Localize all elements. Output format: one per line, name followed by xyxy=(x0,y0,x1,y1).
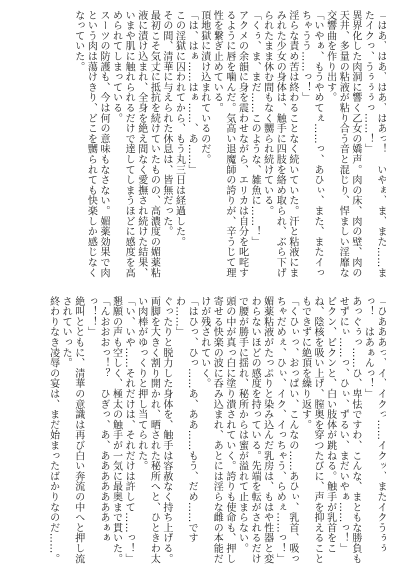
paragraph: 「ひあああっ、イ、イクっ……イクッ、またイクうぅぅっ！ はあぁんっ！」 xyxy=(362,296,386,554)
paragraph: アクメの余韻に身を震わせながら、エリカは自分を叱咤するように唇を噛んだ。気高い退魔師の誇りが、辛うじて理性を繋ぎ止めている。 xyxy=(211,10,248,278)
paragraph: 頂地獄に漬け込まれているのだ。 xyxy=(198,10,210,165)
paragraph: 異界化した肉洞に響く乙女の嬌声。肉の床、肉の壁、肉の天井、多量の粘液が粘り合う音と混じり、悍ましい淫靡な交響曲を作り出す。 xyxy=(324,10,361,278)
top-text-block xyxy=(12,10,386,282)
paragraph: 最初こそ気丈に抵抗を続けていたものの、高濃度の媚薬粘液に漬け込まれ、全身を絶え間なく愛撫され続けた結果、いまや肌に触れられるだけで達してしまうほどに感度を高められてしまっている。 xyxy=(110,10,160,278)
paragraph: この淫獄に囚われてから、もう丸三日は経過した。 xyxy=(173,10,185,247)
paragraph: 媚薬粘液がたっぷりと染み込んだ乳房は、もはや性器と変わらないほどの感度を持っている。先端を転がされるだけで腰が勝手に揺れ、秘所からは蜜が溢れて止まらない。 xyxy=(236,296,273,564)
paragraph: あっぐぅっ……ひ、卑怯ですわ、こんな、まともな勝負もせずにぃ……っ、ひぃ、ずるい、まだいやぁ……っ！」 xyxy=(337,296,361,564)
paragraph: その間、清華に与えられた休息は、皆無だった。 xyxy=(160,10,172,237)
paragraph: 「くひぃっ、おっぱい、こんなの……あひぃ、乳首、吸っちゃだめぇ、ひぃ、イク、イっちゃう、らめぇ……っ！」 xyxy=(274,296,298,564)
paragraph: 絶叫とともに、清華の意識は再び白い奔流の中へと押し流されていった。 xyxy=(60,296,84,564)
paragraph: 「いやぁ、もうやめてぇ……っ、あひぃ、また、またイっちゃうう……っ！」 xyxy=(299,10,324,278)
paragraph: ぐったりと脱力した身体を、触手は容赦なく持ち上げる。両脚を大きく割り開かれ、晒された秘所へと、ひときわ太い肉棒がゆっくりと押し当てられた。 xyxy=(135,296,172,564)
paragraph: 「はひっ、ひっ……あ、ああ……もう、だめ……ですわ……」 xyxy=(173,296,198,544)
paragraph: スーツの防護も、今は何の意味もなさない。媚薬効果で肉という肉は蕩けきり、どこを嬲られても快楽しか感じなくなっていた。 xyxy=(72,10,109,278)
paragraph: 終わりなき凌辱の宴は、まだ始まったばかりなのだ……。 xyxy=(47,296,59,564)
paragraph: ビクン、ビクンと、白い肢体が跳ねる。触手が乳首をこね、陰核を吸い上げ、膣奥を穿つたびに、声を抑えることもできずに絶頂を繰り返す。 xyxy=(299,296,336,564)
paragraph: 頭の中が真っ白に塗り潰されていく。誇りも使命も、押し寄せる快楽の波に呑み込まれ、あとには淫らな雌の本能だけが残されていく。 xyxy=(198,296,235,564)
paragraph: 懇願の声も空しく、極太の触手が一気に最奥まで貫いた。 xyxy=(110,296,122,564)
paragraph: 「い、いや……それだけは、それだけは許して……っ！」 xyxy=(123,296,135,564)
paragraph: 「んおおおっ！？ ひぎっ、あ、あああああああぁぁっ！！」 xyxy=(85,296,109,544)
paragraph: 「はあ、はあ、はあ、はあっ！ いやぁ、ま、また……またイクっ、うぅぅぅっ……！」 xyxy=(362,10,386,278)
bottom-text-block xyxy=(12,296,386,564)
paragraph: 淫らな責め苦は終わることなく続いていた。汗と粘液にまみれた少女の身体は、触手に四肢を絡め取られ、ぶら下げられたまま休む間もなく嬲られ続けている。 xyxy=(261,10,298,278)
paragraph: 「は、はぁ……はぁ……、あ……」 xyxy=(186,10,198,175)
paragraph: 「くぅ、ま、まだ……このような、雑魚に……！」 xyxy=(249,10,261,247)
